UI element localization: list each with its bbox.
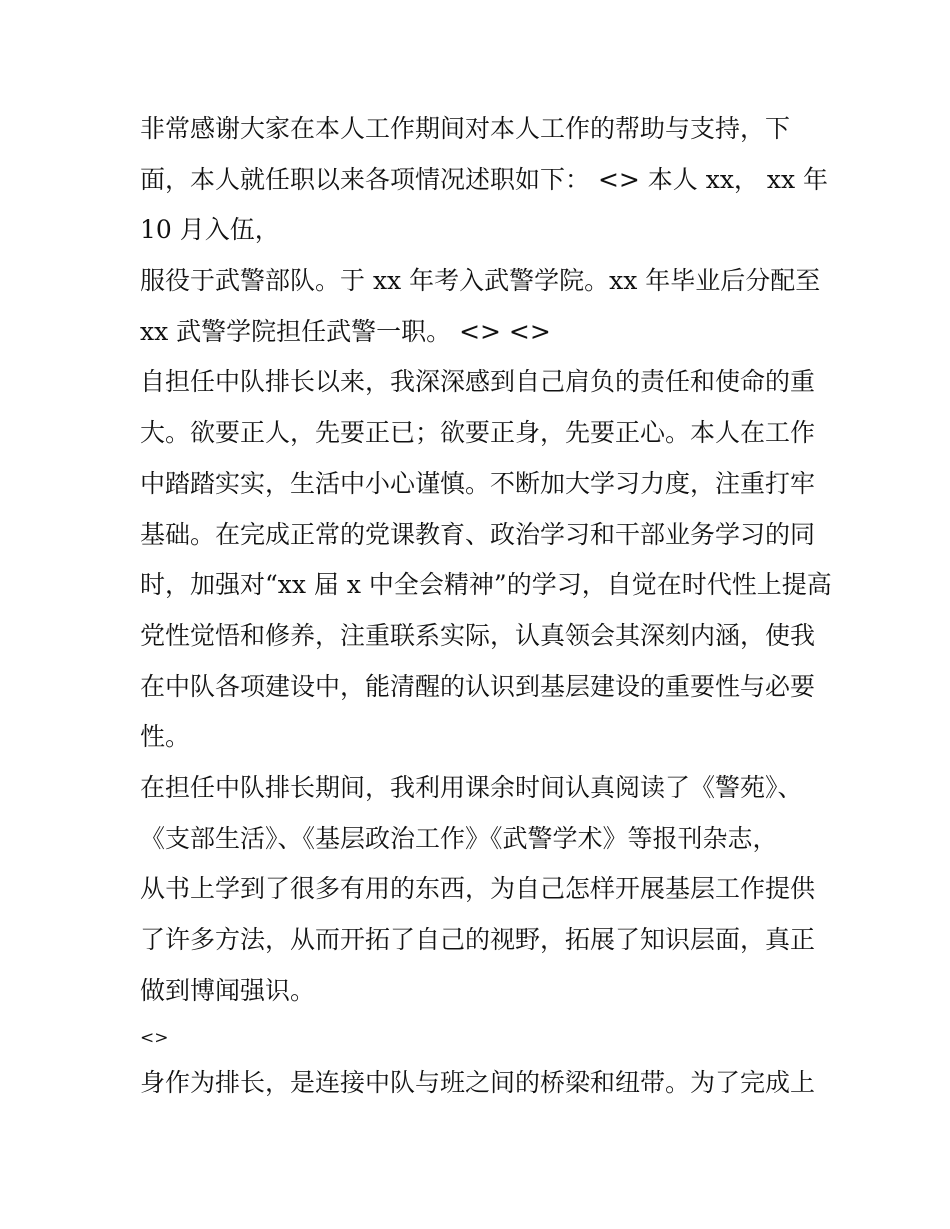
text-line: 基础。在完成正常的党课教育、政治学习和干部业务学习的同 bbox=[140, 520, 816, 549]
text-line: 非常感谢大家在本人工作期间对本人工作的帮助与支持，下 bbox=[140, 114, 791, 143]
text-line: 面，本人就任职以来各项情况述职如下： <> 本人 xx， xx 年 bbox=[140, 165, 829, 194]
text-line: 做到博闻强识。 bbox=[140, 976, 316, 1005]
text-line: 在中队各项建设中，能清醒的认识到基层建设的重要性与必要 bbox=[140, 672, 816, 701]
text-line: 服役于武警部队。于 xx 年考入武警学院。xx 年毕业后分配至 bbox=[140, 266, 821, 295]
text-line: 了许多方法，从而开拓了自己的视野，拓展了知识层面，真正 bbox=[140, 925, 816, 954]
text-line: 身作为排长，是连接中队与班之间的桥梁和纽带。为了完成上 bbox=[140, 1068, 816, 1097]
text-line: 时，加强对“xx 届 x 中全会精神”的学习，自觉在时代性上提高 bbox=[140, 570, 832, 599]
text-line: 在担任中队排长期间，我利用课余时间认真阅读了《警苑》、 bbox=[140, 773, 803, 802]
text-line: <> bbox=[140, 1028, 169, 1048]
text-line: 性。 bbox=[140, 722, 191, 751]
text-line: 党性觉悟和修养，注重联系实际，认真领会其深刻内涵，使我 bbox=[140, 621, 816, 650]
text-line: 自担任中队排长以来，我深深感到自己肩负的责任和使命的重 bbox=[140, 367, 816, 396]
text-line: 大。欲要正人，先要正已；欲要正身，先要正心。本人在工作 bbox=[140, 418, 816, 447]
text-line: 10 月入伍， bbox=[140, 215, 280, 244]
text-line: 从书上学到了很多有用的东西，为自己怎样开展基层工作提供 bbox=[140, 874, 816, 903]
text-line: 《支部生活》、《基层政治工作》《武警学术》等报刊杂志， bbox=[140, 824, 778, 853]
text-line: 中踏踏实实，生活中小心谨慎。不断加大学习力度，注重打牢 bbox=[140, 469, 816, 498]
text-line: xx 武警学院担任武警一职。 <> <> bbox=[140, 317, 551, 346]
